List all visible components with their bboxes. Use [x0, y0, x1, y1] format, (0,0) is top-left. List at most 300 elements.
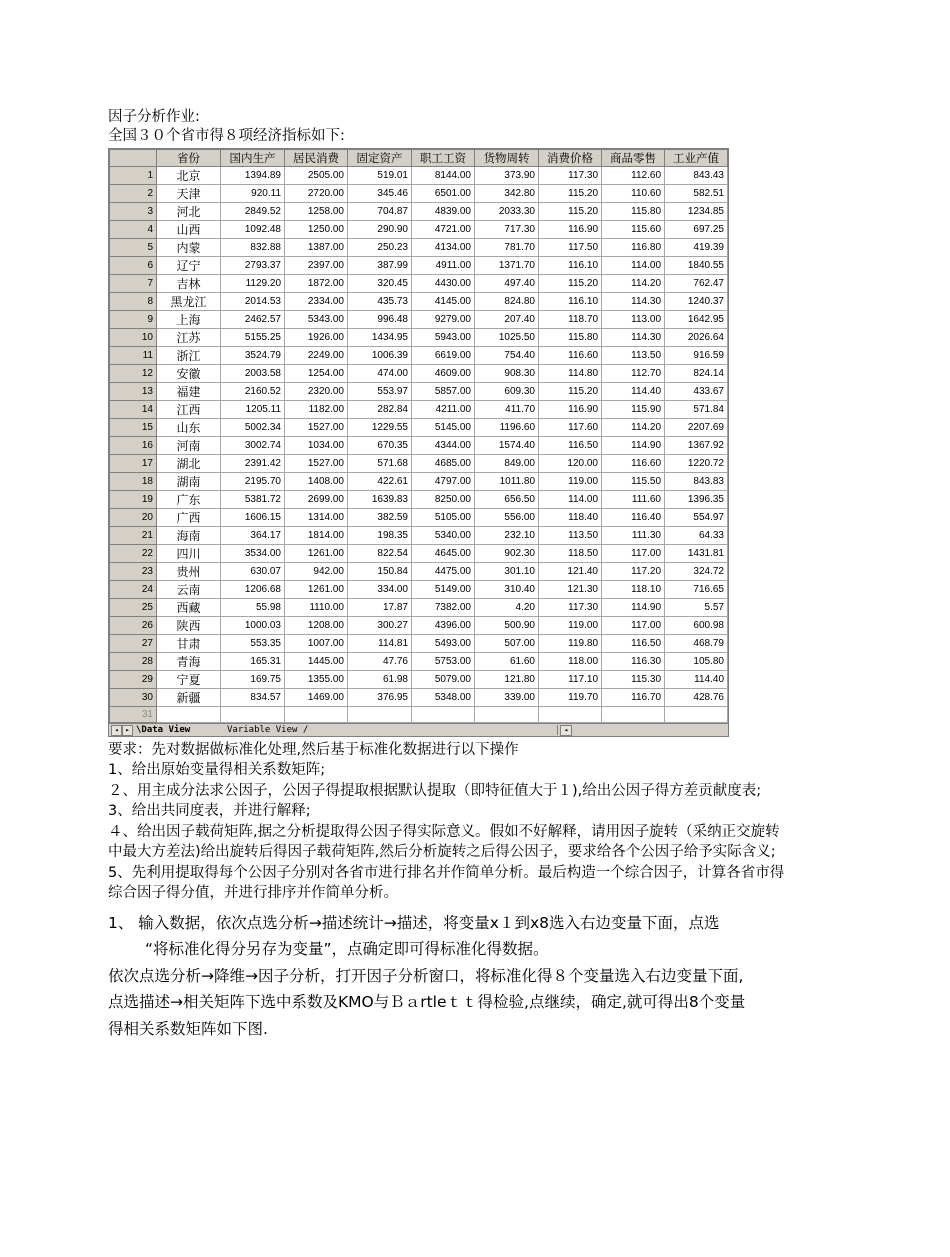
data-cell[interactable]: 4344.00 [412, 437, 475, 455]
data-cell[interactable] [665, 707, 728, 723]
data-cell[interactable]: 116.60 [539, 347, 602, 365]
data-cell[interactable]: 2195.70 [221, 473, 285, 491]
data-cell[interactable]: 1092.48 [221, 221, 285, 239]
data-cell[interactable]: 116.90 [539, 221, 602, 239]
data-cell[interactable]: 2334.00 [285, 293, 348, 311]
data-cell[interactable]: 4645.00 [412, 545, 475, 563]
data-cell[interactable]: 1129.20 [221, 275, 285, 293]
data-cell[interactable]: 334.00 [348, 581, 412, 599]
data-cell[interactable]: 114.90 [602, 599, 665, 617]
column-header[interactable]: 消费价格 [539, 150, 602, 167]
data-cell[interactable]: 411.70 [475, 401, 539, 419]
data-cell[interactable]: 1000.03 [221, 617, 285, 635]
row-number[interactable]: 16 [110, 437, 157, 455]
data-cell[interactable]: 553.35 [221, 635, 285, 653]
data-cell[interactable]: 119.80 [539, 635, 602, 653]
data-cell[interactable]: 1234.85 [665, 203, 728, 221]
data-cell[interactable]: 600.98 [665, 617, 728, 635]
data-cell[interactable]: 474.00 [348, 365, 412, 383]
data-cell[interactable]: 1229.55 [348, 419, 412, 437]
data-cell[interactable] [475, 707, 539, 723]
data-cell[interactable]: 5381.72 [221, 491, 285, 509]
data-cell[interactable]: 116.50 [539, 437, 602, 455]
tab-variable-view[interactable]: Variable View / [227, 724, 309, 735]
row-number[interactable]: 11 [110, 347, 157, 365]
data-cell[interactable]: 116.90 [539, 401, 602, 419]
data-cell[interactable]: 5002.34 [221, 419, 285, 437]
data-cell[interactable]: 697.25 [665, 221, 728, 239]
data-cell[interactable]: 1394.89 [221, 167, 285, 185]
row-number[interactable]: 7 [110, 275, 157, 293]
data-cell[interactable]: 1182.00 [285, 401, 348, 419]
data-cell[interactable]: 4685.00 [412, 455, 475, 473]
data-cell[interactable]: 115.90 [602, 401, 665, 419]
data-cell[interactable]: 571.68 [348, 455, 412, 473]
data-cell[interactable]: 111.30 [602, 527, 665, 545]
data-cell[interactable]: 5145.00 [412, 419, 475, 437]
data-cell[interactable]: 湖南 [157, 473, 221, 491]
data-cell[interactable]: 5155.25 [221, 329, 285, 347]
data-cell[interactable]: 1314.00 [285, 509, 348, 527]
data-cell[interactable]: 2849.52 [221, 203, 285, 221]
row-number[interactable]: 10 [110, 329, 157, 347]
row-number[interactable]: 6 [110, 257, 157, 275]
data-cell[interactable]: 四川 [157, 545, 221, 563]
data-cell[interactable]: 116.70 [602, 689, 665, 707]
data-cell[interactable]: 364.17 [221, 527, 285, 545]
data-cell[interactable]: 121.30 [539, 581, 602, 599]
data-cell[interactable]: 1371.70 [475, 257, 539, 275]
data-cell[interactable]: 陕西 [157, 617, 221, 635]
data-cell[interactable]: 青海 [157, 653, 221, 671]
data-cell[interactable]: 1250.00 [285, 221, 348, 239]
data-cell[interactable]: 942.00 [285, 563, 348, 581]
data-cell[interactable]: 4609.00 [412, 365, 475, 383]
data-cell[interactable]: 582.51 [665, 185, 728, 203]
data-cell[interactable]: 114.20 [602, 275, 665, 293]
data-cell[interactable]: 6619.00 [412, 347, 475, 365]
data-cell[interactable]: 916.59 [665, 347, 728, 365]
data-cell[interactable]: 114.30 [602, 293, 665, 311]
data-cell[interactable]: 435.73 [348, 293, 412, 311]
row-number[interactable]: 20 [110, 509, 157, 527]
data-cell[interactable]: 2793.37 [221, 257, 285, 275]
row-number[interactable]: 2 [110, 185, 157, 203]
data-cell[interactable]: 115.20 [539, 203, 602, 221]
data-cell[interactable] [412, 707, 475, 723]
data-cell[interactable]: 609.30 [475, 383, 539, 401]
data-cell[interactable]: 1639.83 [348, 491, 412, 509]
data-cell[interactable]: 119.00 [539, 473, 602, 491]
data-cell[interactable]: 1011.80 [475, 473, 539, 491]
row-number[interactable]: 3 [110, 203, 157, 221]
data-cell[interactable]: 282.84 [348, 401, 412, 419]
data-cell[interactable]: 704.87 [348, 203, 412, 221]
row-number[interactable]: 4 [110, 221, 157, 239]
data-cell[interactable]: 5.57 [665, 599, 728, 617]
data-cell[interactable]: 3002.74 [221, 437, 285, 455]
data-cell[interactable]: 115.30 [602, 671, 665, 689]
data-cell[interactable]: 1034.00 [285, 437, 348, 455]
data-cell[interactable]: 2397.00 [285, 257, 348, 275]
data-cell[interactable] [602, 707, 665, 723]
data-cell[interactable]: 安徽 [157, 365, 221, 383]
data-cell[interactable]: 3524.79 [221, 347, 285, 365]
data-cell[interactable]: 17.87 [348, 599, 412, 617]
row-number[interactable]: 8 [110, 293, 157, 311]
data-cell[interactable]: 114.81 [348, 635, 412, 653]
data-cell[interactable]: 116.50 [602, 635, 665, 653]
data-cell[interactable]: 5343.00 [285, 311, 348, 329]
row-number[interactable]: 29 [110, 671, 157, 689]
data-cell[interactable]: 55.98 [221, 599, 285, 617]
data-cell[interactable]: 9279.00 [412, 311, 475, 329]
data-cell[interactable]: 118.00 [539, 653, 602, 671]
data-cell[interactable]: 47.76 [348, 653, 412, 671]
data-cell[interactable] [539, 707, 602, 723]
data-cell[interactable]: 1261.00 [285, 581, 348, 599]
data-cell[interactable]: 116.30 [602, 653, 665, 671]
data-cell[interactable]: 1926.00 [285, 329, 348, 347]
data-cell[interactable]: 8144.00 [412, 167, 475, 185]
column-header[interactable]: 货物周转 [475, 150, 539, 167]
data-cell[interactable]: 2462.57 [221, 311, 285, 329]
data-cell[interactable]: 117.10 [539, 671, 602, 689]
data-cell[interactable]: 1258.00 [285, 203, 348, 221]
data-cell[interactable]: 山西 [157, 221, 221, 239]
data-cell[interactable]: 4721.00 [412, 221, 475, 239]
data-cell[interactable]: 2249.00 [285, 347, 348, 365]
row-number[interactable]: 17 [110, 455, 157, 473]
column-header[interactable]: 工业产值 [665, 150, 728, 167]
data-cell[interactable]: 920.11 [221, 185, 285, 203]
data-cell[interactable]: 150.84 [348, 563, 412, 581]
data-cell[interactable]: 4911.00 [412, 257, 475, 275]
data-cell[interactable]: 115.80 [539, 329, 602, 347]
data-cell[interactable]: 117.30 [539, 167, 602, 185]
data-cell[interactable]: 1408.00 [285, 473, 348, 491]
data-cell[interactable]: 2207.69 [665, 419, 728, 437]
row-number[interactable]: 12 [110, 365, 157, 383]
data-cell[interactable]: 2505.00 [285, 167, 348, 185]
data-cell[interactable]: 1387.00 [285, 239, 348, 257]
data-cell[interactable]: 新疆 [157, 689, 221, 707]
data-cell[interactable]: 福建 [157, 383, 221, 401]
data-cell[interactable]: 114.40 [602, 383, 665, 401]
data-cell[interactable]: 117.00 [602, 617, 665, 635]
row-number[interactable]: 18 [110, 473, 157, 491]
row-number[interactable]: 15 [110, 419, 157, 437]
data-cell[interactable]: 内蒙 [157, 239, 221, 257]
data-cell[interactable]: 上海 [157, 311, 221, 329]
data-cell[interactable]: 甘肃 [157, 635, 221, 653]
data-cell[interactable]: 117.50 [539, 239, 602, 257]
data-cell[interactable] [285, 707, 348, 723]
data-cell[interactable]: 117.30 [539, 599, 602, 617]
data-cell[interactable]: 2391.42 [221, 455, 285, 473]
data-cell[interactable]: 111.60 [602, 491, 665, 509]
data-cell[interactable]: 121.40 [539, 563, 602, 581]
data-cell[interactable]: 2160.52 [221, 383, 285, 401]
data-cell[interactable]: 117.20 [602, 563, 665, 581]
horizontal-scrollbar[interactable] [557, 725, 728, 735]
data-cell[interactable]: 834.57 [221, 689, 285, 707]
data-cell[interactable]: 5149.00 [412, 581, 475, 599]
data-cell[interactable]: 110.60 [602, 185, 665, 203]
data-cell[interactable]: 115.20 [539, 185, 602, 203]
data-cell[interactable]: 8250.00 [412, 491, 475, 509]
data-cell[interactable]: 山东 [157, 419, 221, 437]
data-cell[interactable]: 553.97 [348, 383, 412, 401]
tab-scroll-right-icon[interactable]: ▸ [122, 725, 133, 736]
row-number[interactable]: 30 [110, 689, 157, 707]
data-cell[interactable]: 6501.00 [412, 185, 475, 203]
row-number[interactable]: 9 [110, 311, 157, 329]
data-cell[interactable]: 1840.55 [665, 257, 728, 275]
scroll-left-arrow-icon[interactable]: ◂ [560, 725, 572, 736]
data-cell[interactable]: 1434.95 [348, 329, 412, 347]
data-cell[interactable]: 118.70 [539, 311, 602, 329]
data-cell[interactable]: 4797.00 [412, 473, 475, 491]
data-cell[interactable]: 113.50 [602, 347, 665, 365]
data-cell[interactable]: 324.72 [665, 563, 728, 581]
data-cell[interactable]: 118.40 [539, 509, 602, 527]
data-cell[interactable]: 1355.00 [285, 671, 348, 689]
data-cell[interactable]: 114.90 [602, 437, 665, 455]
data-cell[interactable]: 571.84 [665, 401, 728, 419]
data-cell[interactable]: 1574.40 [475, 437, 539, 455]
data-cell[interactable]: 1006.39 [348, 347, 412, 365]
data-cell[interactable]: 342.80 [475, 185, 539, 203]
data-cell[interactable]: 119.70 [539, 689, 602, 707]
data-cell[interactable]: 1208.00 [285, 617, 348, 635]
data-cell[interactable]: 西藏 [157, 599, 221, 617]
data-cell[interactable]: 301.10 [475, 563, 539, 581]
data-cell[interactable]: 113.50 [539, 527, 602, 545]
data-cell[interactable]: 1527.00 [285, 419, 348, 437]
data-cell[interactable]: 浙江 [157, 347, 221, 365]
data-cell[interactable]: 1872.00 [285, 275, 348, 293]
data-cell[interactable]: 114.30 [602, 329, 665, 347]
data-cell[interactable]: 376.95 [348, 689, 412, 707]
data-cell[interactable]: 4145.00 [412, 293, 475, 311]
data-cell[interactable]: 115.60 [602, 221, 665, 239]
data-cell[interactable]: 61.98 [348, 671, 412, 689]
data-cell[interactable]: 1007.00 [285, 635, 348, 653]
data-cell[interactable]: 849.00 [475, 455, 539, 473]
data-cell[interactable]: 2033.30 [475, 203, 539, 221]
column-header[interactable]: 固定资产 [348, 150, 412, 167]
data-cell[interactable]: 165.31 [221, 653, 285, 671]
data-cell[interactable]: 4134.00 [412, 239, 475, 257]
data-cell[interactable]: 419.39 [665, 239, 728, 257]
data-cell[interactable]: 232.10 [475, 527, 539, 545]
data-cell[interactable] [157, 707, 221, 723]
data-cell[interactable]: 115.50 [602, 473, 665, 491]
data-cell[interactable]: 1206.68 [221, 581, 285, 599]
data-cell[interactable]: 海南 [157, 527, 221, 545]
data-cell[interactable]: 310.40 [475, 581, 539, 599]
data-cell[interactable]: 670.35 [348, 437, 412, 455]
data-cell[interactable]: 5348.00 [412, 689, 475, 707]
data-cell[interactable]: 2699.00 [285, 491, 348, 509]
data-cell[interactable]: 4.20 [475, 599, 539, 617]
data-cell[interactable]: 2014.53 [221, 293, 285, 311]
data-cell[interactable]: 1469.00 [285, 689, 348, 707]
tab-data-view[interactable]: \Data View [136, 724, 191, 735]
data-cell[interactable]: 广西 [157, 509, 221, 527]
data-cell[interactable]: 5340.00 [412, 527, 475, 545]
data-cell[interactable]: 1642.95 [665, 311, 728, 329]
data-cell[interactable]: 天津 [157, 185, 221, 203]
data-cell[interactable]: 382.59 [348, 509, 412, 527]
data-cell[interactable]: 4211.00 [412, 401, 475, 419]
data-cell[interactable]: 116.10 [539, 293, 602, 311]
data-cell[interactable]: 996.48 [348, 311, 412, 329]
data-cell[interactable]: 717.30 [475, 221, 539, 239]
data-cell[interactable]: 3534.00 [221, 545, 285, 563]
data-cell[interactable]: 114.80 [539, 365, 602, 383]
data-cell[interactable]: 1261.00 [285, 545, 348, 563]
data-cell[interactable] [221, 707, 285, 723]
data-cell[interactable]: 630.07 [221, 563, 285, 581]
data-cell[interactable]: 114.40 [665, 671, 728, 689]
data-cell[interactable]: 114.20 [602, 419, 665, 437]
column-header[interactable]: 省份 [157, 150, 221, 167]
data-cell[interactable]: 5079.00 [412, 671, 475, 689]
data-cell[interactable]: 5753.00 [412, 653, 475, 671]
data-cell[interactable]: 112.70 [602, 365, 665, 383]
column-header[interactable]: 商品零售 [602, 150, 665, 167]
data-cell[interactable]: 433.67 [665, 383, 728, 401]
row-number[interactable]: 25 [110, 599, 157, 617]
data-cell[interactable]: 1814.00 [285, 527, 348, 545]
data-cell[interactable]: 117.60 [539, 419, 602, 437]
data-cell[interactable]: 1367.92 [665, 437, 728, 455]
data-cell[interactable]: 1606.15 [221, 509, 285, 527]
row-number[interactable]: 27 [110, 635, 157, 653]
data-cell[interactable]: 2320.00 [285, 383, 348, 401]
data-cell[interactable]: 1431.81 [665, 545, 728, 563]
data-cell[interactable]: 116.40 [602, 509, 665, 527]
data-cell[interactable]: 169.75 [221, 671, 285, 689]
column-header[interactable]: 职工工资 [412, 150, 475, 167]
row-number[interactable]: 1 [110, 167, 157, 185]
row-number[interactable]: 21 [110, 527, 157, 545]
data-cell[interactable]: 1220.72 [665, 455, 728, 473]
data-cell[interactable]: 468.79 [665, 635, 728, 653]
data-cell[interactable]: 300.27 [348, 617, 412, 635]
data-cell[interactable]: 118.50 [539, 545, 602, 563]
data-cell[interactable]: 198.35 [348, 527, 412, 545]
data-cell[interactable]: 428.76 [665, 689, 728, 707]
data-cell[interactable]: 114.00 [539, 491, 602, 509]
data-cell[interactable]: 824.80 [475, 293, 539, 311]
data-cell[interactable]: 754.40 [475, 347, 539, 365]
row-number[interactable]: 23 [110, 563, 157, 581]
data-cell[interactable]: 江西 [157, 401, 221, 419]
data-cell[interactable]: 江苏 [157, 329, 221, 347]
data-cell[interactable]: 4475.00 [412, 563, 475, 581]
data-cell[interactable]: 115.20 [539, 275, 602, 293]
data-cell[interactable]: 2003.58 [221, 365, 285, 383]
data-cell[interactable]: 云南 [157, 581, 221, 599]
tab-scroll-left-icon[interactable]: ◂ [111, 725, 122, 736]
data-cell[interactable]: 507.00 [475, 635, 539, 653]
data-cell[interactable]: 824.14 [665, 365, 728, 383]
row-number[interactable]: 28 [110, 653, 157, 671]
data-cell[interactable]: 湖北 [157, 455, 221, 473]
data-cell[interactable]: 908.30 [475, 365, 539, 383]
data-cell[interactable]: 497.40 [475, 275, 539, 293]
data-cell[interactable]: 902.30 [475, 545, 539, 563]
data-cell[interactable]: 贵州 [157, 563, 221, 581]
data-cell[interactable]: 1240.37 [665, 293, 728, 311]
data-cell[interactable]: 1254.00 [285, 365, 348, 383]
data-cell[interactable]: 7382.00 [412, 599, 475, 617]
data-cell[interactable]: 广东 [157, 491, 221, 509]
data-cell[interactable]: 339.00 [475, 689, 539, 707]
data-cell[interactable]: 762.47 [665, 275, 728, 293]
data-cell[interactable]: 121.80 [475, 671, 539, 689]
row-number[interactable]: 31 [110, 707, 157, 723]
data-cell[interactable]: 105.80 [665, 653, 728, 671]
data-cell[interactable]: 116.80 [602, 239, 665, 257]
corner-header[interactable] [110, 150, 157, 167]
data-cell[interactable]: 113.00 [602, 311, 665, 329]
data-cell[interactable]: 4396.00 [412, 617, 475, 635]
row-number[interactable]: 5 [110, 239, 157, 257]
data-cell[interactable]: 554.97 [665, 509, 728, 527]
data-cell[interactable]: 辽宁 [157, 257, 221, 275]
data-cell[interactable]: 500.90 [475, 617, 539, 635]
data-cell[interactable]: 387.99 [348, 257, 412, 275]
data-cell[interactable]: 116.60 [602, 455, 665, 473]
data-cell[interactable]: 5943.00 [412, 329, 475, 347]
data-cell[interactable]: 556.00 [475, 509, 539, 527]
data-cell[interactable]: 1445.00 [285, 653, 348, 671]
data-cell[interactable]: 2720.00 [285, 185, 348, 203]
data-cell[interactable]: 822.54 [348, 545, 412, 563]
data-cell[interactable]: 吉林 [157, 275, 221, 293]
data-cell[interactable]: 422.61 [348, 473, 412, 491]
row-number[interactable]: 24 [110, 581, 157, 599]
data-cell[interactable]: 1025.50 [475, 329, 539, 347]
data-cell[interactable]: 5493.00 [412, 635, 475, 653]
data-cell[interactable]: 1110.00 [285, 599, 348, 617]
data-cell[interactable]: 290.90 [348, 221, 412, 239]
data-cell[interactable]: 2026.64 [665, 329, 728, 347]
data-cell[interactable]: 河南 [157, 437, 221, 455]
data-cell[interactable]: 519.01 [348, 167, 412, 185]
data-cell[interactable]: 373.90 [475, 167, 539, 185]
data-cell[interactable]: 118.10 [602, 581, 665, 599]
data-cell[interactable]: 716.65 [665, 581, 728, 599]
data-cell[interactable]: 250.23 [348, 239, 412, 257]
data-cell[interactable]: 5857.00 [412, 383, 475, 401]
data-cell[interactable]: 1396.35 [665, 491, 728, 509]
data-cell[interactable]: 1205.11 [221, 401, 285, 419]
data-cell[interactable]: 656.50 [475, 491, 539, 509]
data-cell[interactable]: 4839.00 [412, 203, 475, 221]
data-cell[interactable]: 宁夏 [157, 671, 221, 689]
data-cell[interactable]: 115.80 [602, 203, 665, 221]
data-cell[interactable]: 112.60 [602, 167, 665, 185]
data-cell[interactable]: 843.43 [665, 167, 728, 185]
row-number[interactable]: 14 [110, 401, 157, 419]
data-cell[interactable]: 北京 [157, 167, 221, 185]
row-number[interactable]: 13 [110, 383, 157, 401]
